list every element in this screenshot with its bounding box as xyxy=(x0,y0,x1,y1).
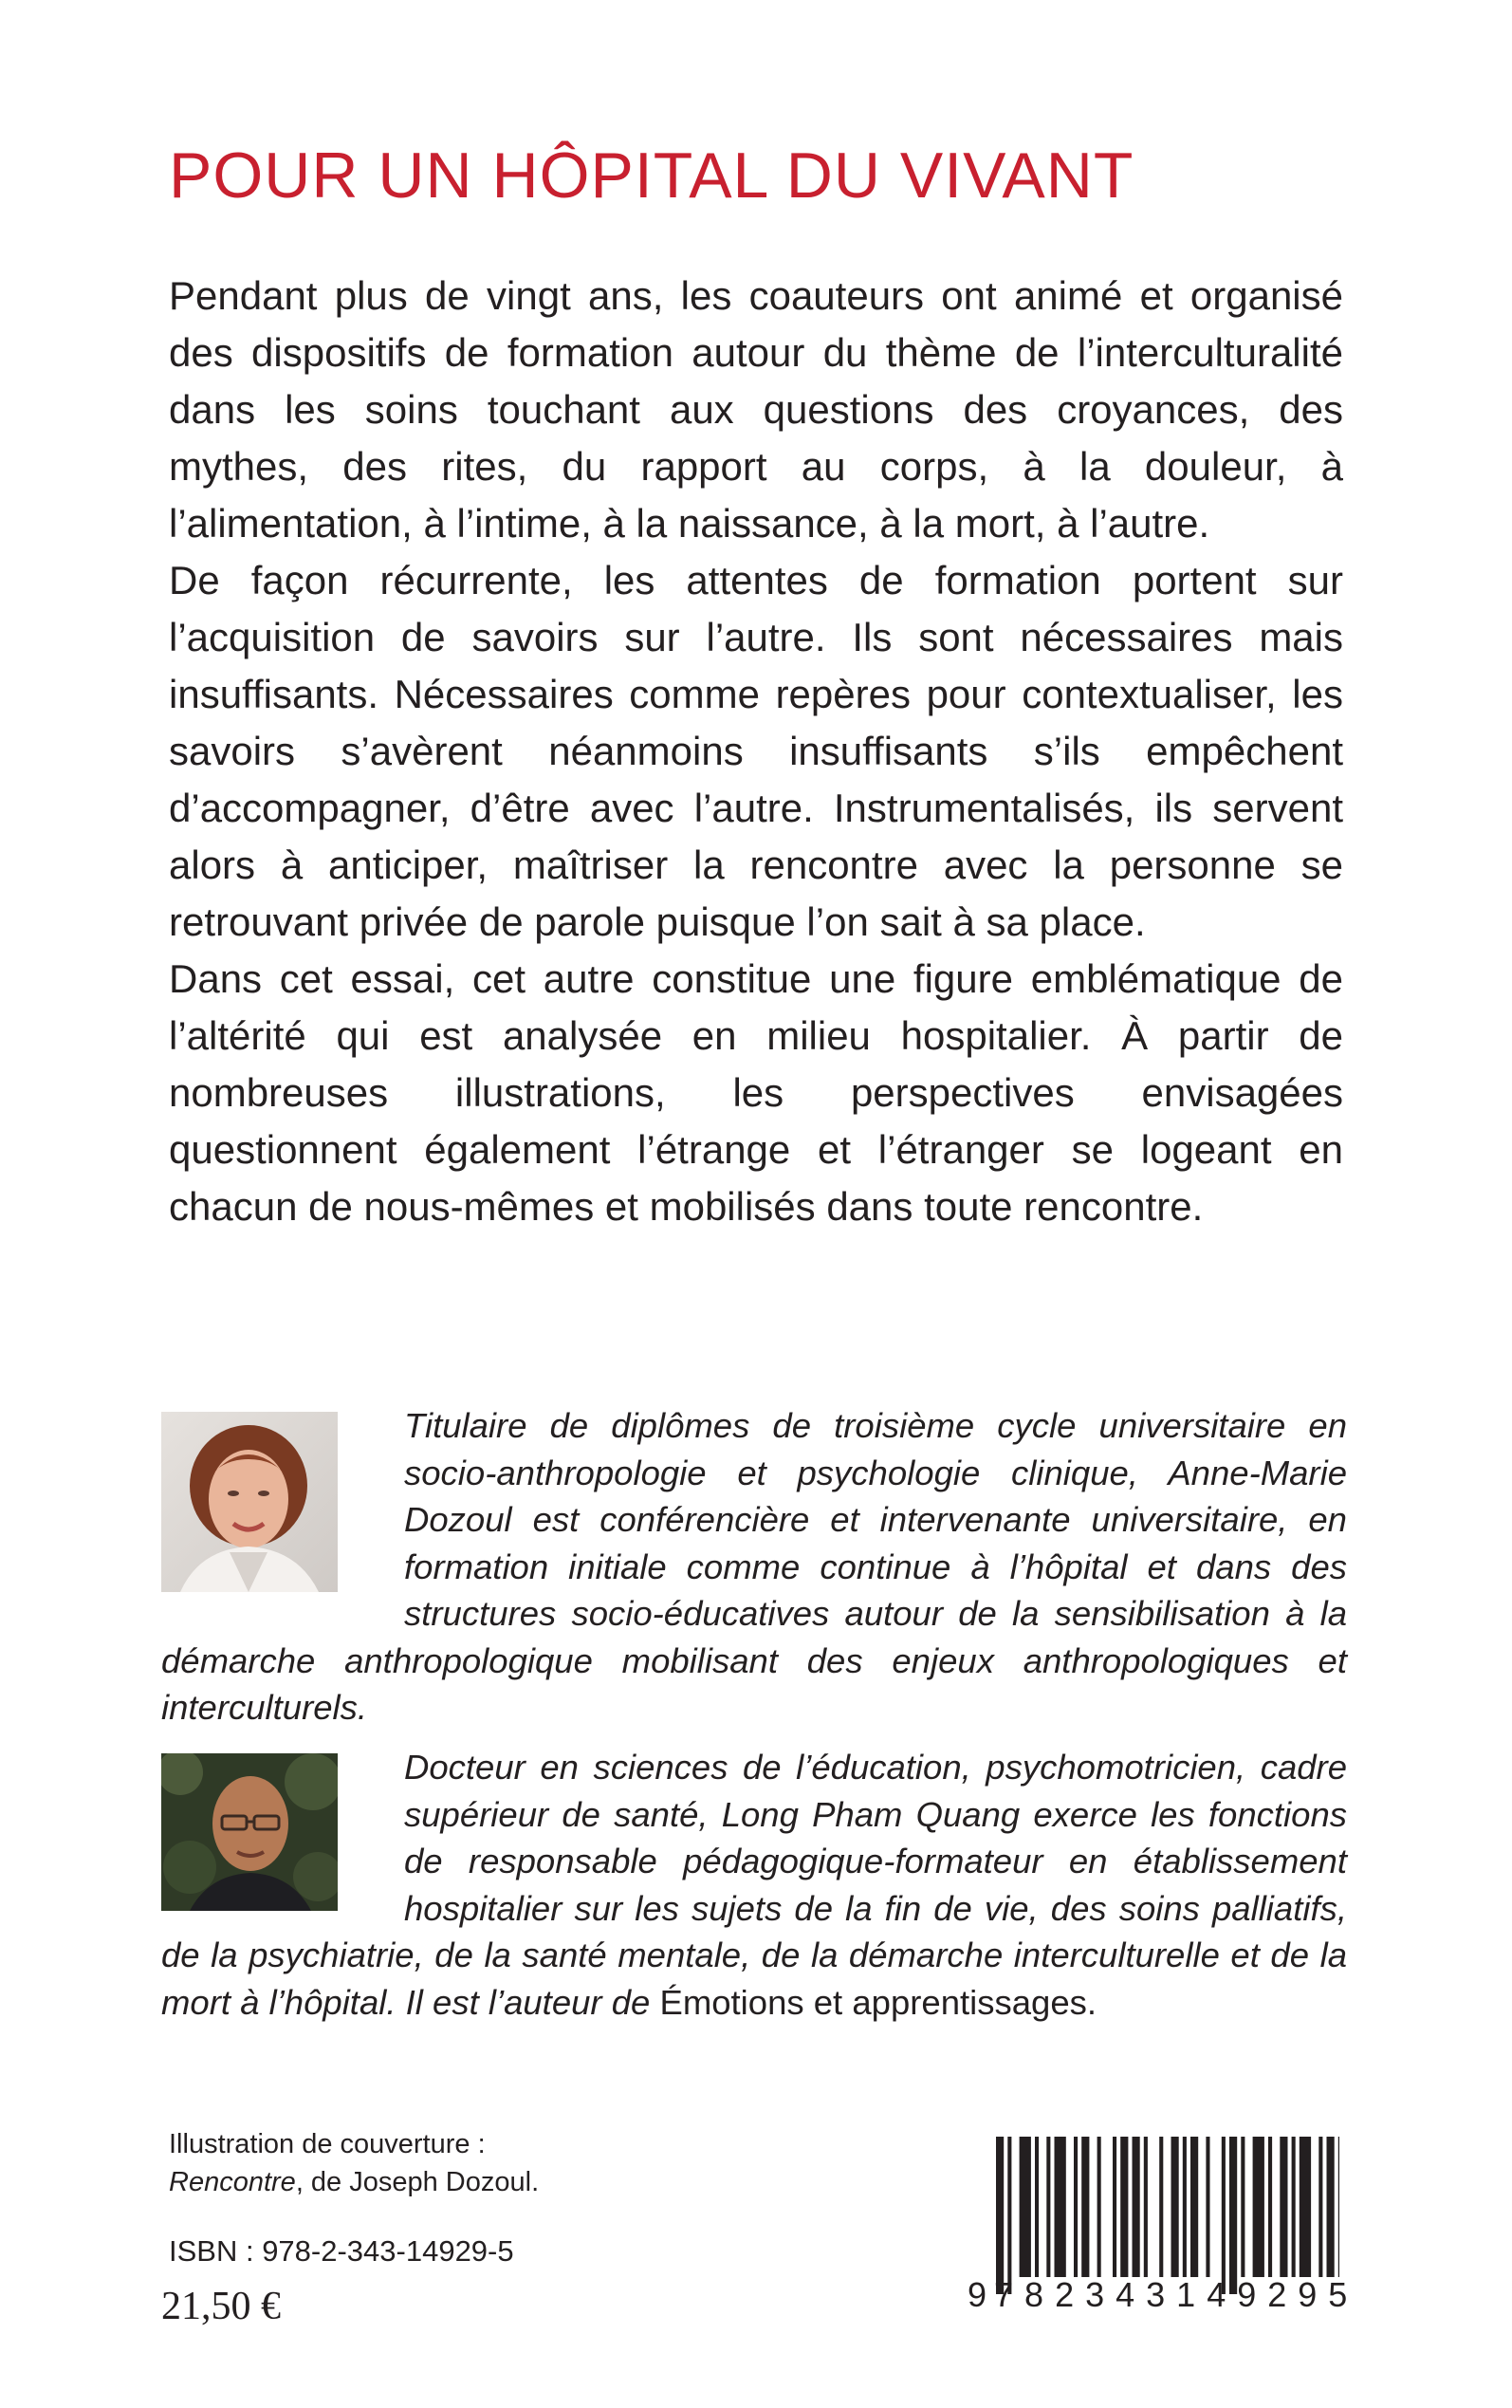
barcode-bar xyxy=(1144,2137,1148,2277)
barcode-bar xyxy=(1020,2137,1031,2277)
author-photo-long-pham-quang xyxy=(161,1753,338,1911)
barcode-bar xyxy=(1229,2137,1237,2294)
back-cover-summary xyxy=(169,268,1343,1235)
author-photo-anne-marie-dozoul xyxy=(161,1412,338,1592)
isbn: ISBN : 978-2-343-14929-5 xyxy=(169,2234,514,2268)
barcode-bar xyxy=(1081,2137,1089,2277)
barcode-bar xyxy=(1338,2137,1339,2277)
credit-line-1: Illustration de couverture : xyxy=(169,2129,486,2159)
barcode-bar xyxy=(1318,2137,1322,2277)
barcode-bar xyxy=(1190,2137,1198,2277)
barcode-bar xyxy=(1222,2137,1226,2294)
cover-illustration-credit xyxy=(169,2125,539,2201)
author-bio-anne-marie-dozoul xyxy=(161,1402,1347,1732)
barcode-bar xyxy=(1133,2137,1140,2277)
barcode-bar xyxy=(1171,2137,1179,2277)
credit-artist: , de Joseph Dozoul. xyxy=(295,2167,540,2197)
barcode-bar xyxy=(996,2137,1004,2294)
credit-work-title: Rencontre xyxy=(169,2167,296,2197)
barcode-bar xyxy=(1055,2137,1066,2277)
barcode-bar xyxy=(1327,2137,1335,2277)
book-reference: Émotions et apprentissages. xyxy=(659,1982,1097,2022)
barcode-bar xyxy=(1035,2137,1039,2277)
bio-text-anne-marie-dozoul: Titulaire de diplômes de troisième cycle universitaire en socio-anthropologie et psychologie clinique, Anne-Marie Dozoul est conférencière et intervenante universitaire, en formation initiale comme continue à l’hôpital et dans des structures socio-éducatives autour de la sensibilisation à la démarche anthropologique mobilisant des enjeux anthropologiques et interculturels. xyxy=(161,1406,1347,1727)
bio-text-body: Docteur en sciences de l’éducation, psychomotricien, cadre supérieur de santé, Long Pham Quang exerce les fonctions de responsable pédagogique-formateur en établissement hospitalier sur les sujets de la fin de vie, des soins palliatifs, de la psychiatrie, de la santé mentale, de la démarche interculturelle et de la mort à l’hôpital. Il est l’auteur de xyxy=(161,1748,1347,2022)
barcode-bar xyxy=(1183,2137,1187,2277)
bio-text-long-pham-quang xyxy=(161,1744,1347,2026)
barcode-bar xyxy=(1007,2137,1011,2294)
barcode-bar xyxy=(1097,2137,1101,2277)
barcode-leading-digit: 9 xyxy=(968,2275,987,2314)
credit-line-2 xyxy=(169,2163,539,2201)
barcode-bar xyxy=(1300,2137,1311,2277)
barcode-bar xyxy=(1159,2137,1163,2277)
price: 21,50 € xyxy=(161,2285,281,2328)
barcode-bar xyxy=(1280,2137,1287,2277)
barcode-digits xyxy=(968,2275,1359,2315)
barcode-bar xyxy=(1074,2137,1078,2277)
barcode-bar xyxy=(1120,2137,1128,2277)
barcode-bar xyxy=(1046,2137,1050,2277)
summary-paragraph-1: Pendant plus de vingt ans, les coauteurs ont animé et organisé des dispositifs de formation autour du thème de l’interculturalité dans les soins touchant aux questions des croyances, des mythes, des rites, du rapport au corps, à la douleur, à l’alimentation, à l’intime, à la naissance, à la mort, à l’autre. xyxy=(169,273,1343,546)
barcode-right-group: 149295 xyxy=(1176,2275,1359,2314)
barcode-bar xyxy=(1292,2137,1296,2277)
summary-paragraph-2: De façon récurrente, les attentes de formation portent sur l’acquisition de savoirs sur l’autre. Ils sont nécessaires mais insuffisants. Nécessaires comme repères pour contextualiser, les savoirs s’avèrent néanmoins insuffisants s’ils empêchent d’accompagner, d’être avec l’autre. Instrumentalisés, ils servent alors à anticiper, maîtriser la rencontre avec la personne se retrouvant privée de parole puisque l’on sait à sa place. xyxy=(169,558,1343,944)
barcode-bar xyxy=(1113,2137,1116,2277)
barcode-bar xyxy=(1206,2137,1209,2277)
author-bio-long-pham-quang xyxy=(161,1744,1347,2026)
barcode-bar xyxy=(1268,2137,1272,2277)
book-title: POUR UN HÔPITAL DU VIVANT xyxy=(169,139,1134,212)
barcode-left-group: 782343 xyxy=(994,2275,1177,2314)
summary-paragraph-3: Dans cet essai, cet autre constitue une figure emblématique de l’altérité qui est analysée en milieu hospitalier. À partir de nombreuses illustrations, les perspectives envisagées questionnent également l’étrange et l’étranger se logeant en chacun de nous-mêmes et mobilisés dans toute rencontre. xyxy=(169,956,1343,1229)
barcode-bar xyxy=(1253,2137,1264,2277)
barcode-bar xyxy=(1241,2137,1245,2277)
